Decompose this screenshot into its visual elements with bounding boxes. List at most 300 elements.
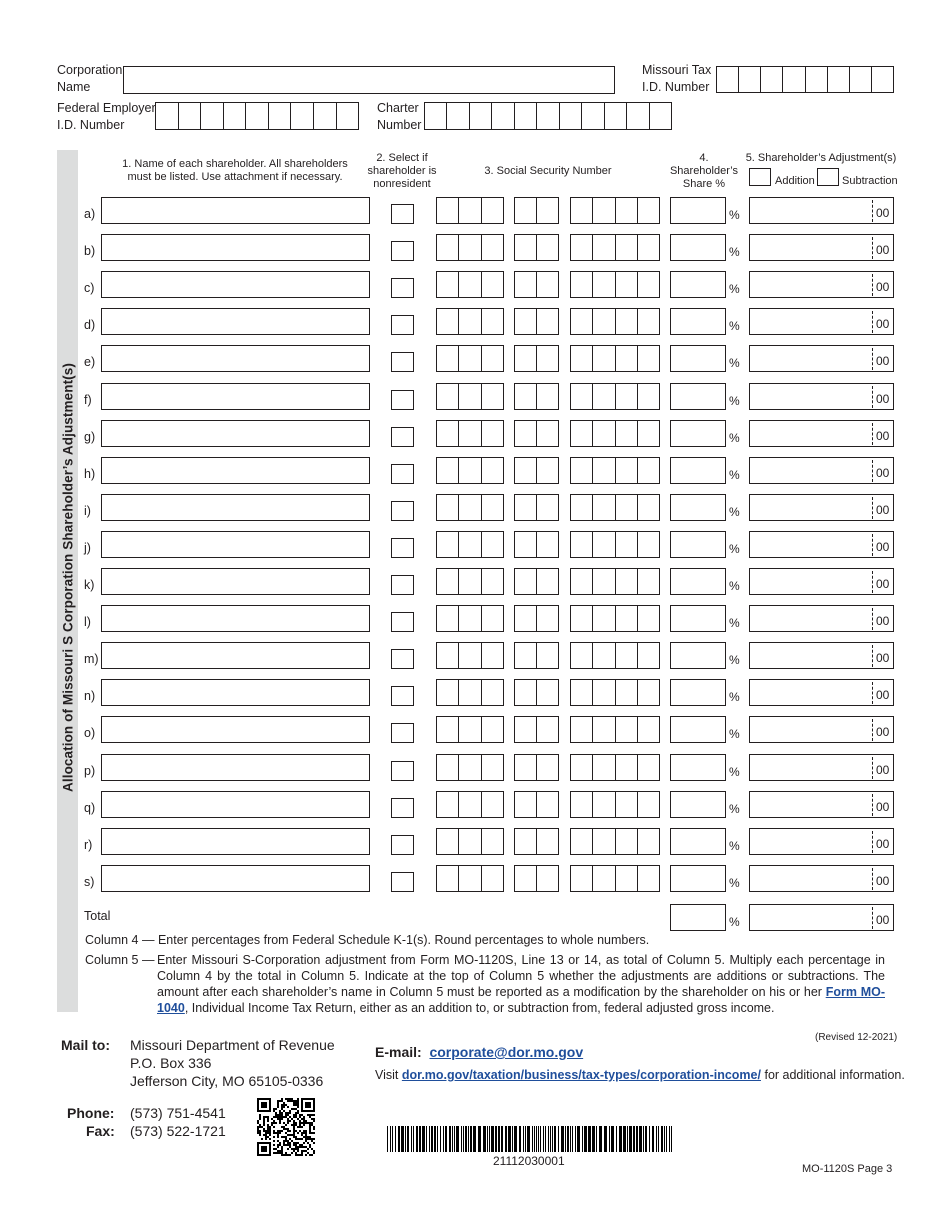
- qr-module: [299, 1138, 301, 1140]
- share-percent-field[interactable]: [670, 531, 726, 558]
- qr-module: [257, 1144, 259, 1146]
- qr-module: [301, 1106, 303, 1108]
- nonresident-checkbox[interactable]: [391, 464, 414, 484]
- barcode-bar: [588, 1126, 591, 1152]
- nonresident-checkbox[interactable]: [391, 204, 414, 224]
- share-percent-field[interactable]: [670, 420, 726, 447]
- barcode-bar: [671, 1126, 672, 1152]
- nonresident-checkbox[interactable]: [391, 798, 414, 818]
- shareholder-name-field[interactable]: [101, 494, 370, 521]
- ssn-part1-field[interactable]: [436, 605, 504, 632]
- barcode-bar: [658, 1126, 659, 1152]
- qr-module: [277, 1140, 279, 1142]
- qr-module: [289, 1134, 291, 1136]
- qr-module: [259, 1154, 261, 1156]
- ssn-part1-field[interactable]: [436, 828, 504, 855]
- qr-module: [307, 1136, 309, 1138]
- qr-module: [269, 1098, 271, 1100]
- ssn-part3-field[interactable]: [570, 345, 660, 372]
- qr-module: [301, 1098, 303, 1100]
- qr-module: [283, 1140, 285, 1142]
- visit-line: Visit dor.mo.gov/taxation/business/tax-types/corporation-income/ for additional information.: [375, 1068, 905, 1082]
- barcode-bar: [592, 1126, 595, 1152]
- qr-module: [271, 1122, 273, 1124]
- qr-module: [261, 1126, 263, 1128]
- ssn-part2-field[interactable]: [514, 679, 559, 706]
- share-percent-field[interactable]: [670, 234, 726, 261]
- share-percent-field[interactable]: [670, 754, 726, 781]
- qr-module: [303, 1142, 305, 1144]
- nonresident-checkbox[interactable]: [391, 575, 414, 595]
- share-percent-field[interactable]: [670, 271, 726, 298]
- barcode-bar: [470, 1126, 472, 1152]
- qr-module: [297, 1104, 299, 1106]
- share-percent-field[interactable]: [670, 828, 726, 855]
- shareholder-name-field[interactable]: [101, 383, 370, 410]
- qr-module: [281, 1136, 283, 1138]
- ssn-part2-field[interactable]: [514, 308, 559, 335]
- ssn-part1-field[interactable]: [436, 754, 504, 781]
- barcode-bar: [405, 1126, 406, 1152]
- qr-module: [293, 1148, 295, 1150]
- qr-module: [281, 1126, 283, 1128]
- barcode-bar: [636, 1126, 638, 1152]
- qr-module: [297, 1132, 299, 1134]
- qr-module: [309, 1122, 311, 1124]
- qr-module: [269, 1106, 271, 1108]
- shareholder-name-field[interactable]: [101, 271, 370, 298]
- qr-module: [265, 1146, 267, 1148]
- qr-module: [257, 1104, 259, 1106]
- ssn-part3-field[interactable]: [570, 679, 660, 706]
- email-link[interactable]: corporate@dor.mo.gov: [429, 1044, 584, 1060]
- qr-module: [277, 1130, 279, 1132]
- shareholder-name-field[interactable]: [101, 791, 370, 818]
- ssn-part2-field[interactable]: [514, 457, 559, 484]
- row-label: g): [84, 430, 96, 444]
- missouri-tax-id-field[interactable]: [716, 66, 894, 93]
- ssn-part1-field[interactable]: [436, 531, 504, 558]
- qr-module: [257, 1108, 259, 1110]
- barcode-bar: [582, 1126, 583, 1152]
- share-percent-field[interactable]: [670, 568, 726, 595]
- share-percent-field[interactable]: [670, 197, 726, 224]
- qr-module: [307, 1098, 309, 1100]
- charter-number-field[interactable]: [424, 102, 672, 130]
- qr-module: [289, 1116, 291, 1118]
- barcode-bar: [473, 1126, 476, 1152]
- ssn-part3-field[interactable]: [570, 791, 660, 818]
- share-percent-field[interactable]: [670, 345, 726, 372]
- nonresident-checkbox[interactable]: [391, 352, 414, 372]
- qr-module: [313, 1138, 315, 1140]
- barcode-bar: [508, 1126, 511, 1152]
- shareholder-name-field[interactable]: [101, 568, 370, 595]
- qr-module: [261, 1104, 263, 1106]
- ssn-part2-field[interactable]: [514, 234, 559, 261]
- share-percent-field[interactable]: [670, 383, 726, 410]
- qr-module: [267, 1136, 269, 1138]
- qr-module: [265, 1104, 267, 1106]
- qr-module: [275, 1112, 277, 1114]
- side-bar: [57, 150, 78, 1012]
- qr-module: [281, 1130, 283, 1132]
- qr-module: [261, 1102, 263, 1104]
- qr-module: [277, 1144, 279, 1146]
- qr-module: [269, 1138, 271, 1140]
- percent-sign: %: [729, 282, 740, 296]
- ssn-part3-field[interactable]: [570, 308, 660, 335]
- qr-module: [279, 1120, 281, 1122]
- share-percent-field[interactable]: [670, 679, 726, 706]
- ssn-part2-field[interactable]: [514, 494, 559, 521]
- qr-module: [265, 1136, 267, 1138]
- percent-sign: %: [729, 468, 740, 482]
- qr-module: [275, 1114, 277, 1116]
- qr-module: [269, 1110, 271, 1112]
- qr-module: [281, 1154, 283, 1156]
- qr-module: [313, 1142, 315, 1144]
- ssn-part3-field[interactable]: [570, 568, 660, 595]
- qr-module: [305, 1104, 307, 1106]
- qr-module: [267, 1142, 269, 1144]
- barcode-bar: [536, 1126, 537, 1152]
- ssn-part3-field[interactable]: [570, 234, 660, 261]
- share-percent-field[interactable]: [670, 791, 726, 818]
- qr-module: [275, 1148, 277, 1150]
- qr-module: [257, 1146, 259, 1148]
- qr-module: [305, 1106, 307, 1108]
- qr-module: [275, 1108, 277, 1110]
- barcode-bar: [422, 1126, 425, 1152]
- share-percent-field[interactable]: [670, 494, 726, 521]
- share-percent-field[interactable]: [670, 457, 726, 484]
- ssn-part1-field[interactable]: [436, 271, 504, 298]
- barcode-bar: [452, 1126, 453, 1152]
- qr-module: [279, 1150, 281, 1152]
- barcode-icon: [387, 1126, 675, 1152]
- qr-module: [311, 1140, 313, 1142]
- ssn-part3-field[interactable]: [570, 754, 660, 781]
- qr-module: [281, 1106, 283, 1108]
- qr-module: [279, 1144, 281, 1146]
- row-label: q): [84, 801, 96, 815]
- qr-module: [273, 1144, 275, 1146]
- qr-module: [293, 1102, 295, 1104]
- shareholder-name-field[interactable]: [101, 345, 370, 372]
- shareholder-name-field[interactable]: [101, 197, 370, 224]
- qr-module: [285, 1104, 287, 1106]
- qr-module: [293, 1150, 295, 1152]
- shareholder-name-field[interactable]: [101, 679, 370, 706]
- share-percent-field[interactable]: [670, 865, 726, 892]
- qr-module: [285, 1128, 287, 1130]
- qr-module: [299, 1130, 301, 1132]
- qr-module: [303, 1118, 305, 1120]
- qr-module: [309, 1130, 311, 1132]
- ssn-part2-field[interactable]: [514, 754, 559, 781]
- shareholder-name-field[interactable]: [101, 642, 370, 669]
- qr-module: [257, 1126, 259, 1128]
- barcode-bar: [627, 1126, 628, 1152]
- percent-sign: %: [729, 505, 740, 519]
- nonresident-checkbox[interactable]: [391, 427, 414, 447]
- nonresident-checkbox[interactable]: [391, 501, 414, 521]
- shareholder-name-field[interactable]: [101, 531, 370, 558]
- ssn-part3-field[interactable]: [570, 383, 660, 410]
- mailing-address: Missouri Department of Revenue P.O. Box 336 Jefferson City, MO 65105-0336: [130, 1037, 335, 1089]
- qr-module: [259, 1130, 261, 1132]
- qr-module: [259, 1126, 261, 1128]
- adjustment-cents: 00: [872, 608, 889, 630]
- share-percent-field[interactable]: [670, 308, 726, 335]
- qr-module: [273, 1116, 275, 1118]
- ssn-part2-field[interactable]: [514, 605, 559, 632]
- qr-module: [267, 1120, 269, 1122]
- qr-module: [307, 1106, 309, 1108]
- qr-module: [309, 1104, 311, 1106]
- qr-module: [295, 1100, 297, 1102]
- ssn-part1-field[interactable]: [436, 494, 504, 521]
- qr-module: [259, 1142, 261, 1144]
- qr-module: [269, 1134, 271, 1136]
- shareholder-name-field[interactable]: [101, 865, 370, 892]
- qr-module: [277, 1116, 279, 1118]
- qr-module: [269, 1100, 271, 1102]
- shareholder-name-field[interactable]: [101, 716, 370, 743]
- qr-module: [301, 1122, 303, 1124]
- qr-module: [307, 1102, 309, 1104]
- shareholder-name-field[interactable]: [101, 605, 370, 632]
- qr-module: [311, 1124, 313, 1126]
- qr-module: [257, 1130, 259, 1132]
- ssn-part2-field[interactable]: [514, 642, 559, 669]
- ssn-part1-field[interactable]: [436, 568, 504, 595]
- ssn-part3-field[interactable]: [570, 420, 660, 447]
- qr-module: [269, 1144, 271, 1146]
- nonresident-checkbox[interactable]: [391, 872, 414, 892]
- qr-module: [309, 1154, 311, 1156]
- qr-module: [299, 1116, 301, 1118]
- nonresident-checkbox[interactable]: [391, 612, 414, 632]
- ssn-part3-field[interactable]: [570, 531, 660, 558]
- ssn-part3-field[interactable]: [570, 197, 660, 224]
- qr-module: [297, 1100, 299, 1102]
- nonresident-checkbox[interactable]: [391, 723, 414, 743]
- fax-label: Fax:: [86, 1123, 115, 1139]
- qr-module: [265, 1148, 267, 1150]
- qr-module: [301, 1110, 303, 1112]
- ssn-part3-field[interactable]: [570, 457, 660, 484]
- barcode-number: 21112030001: [493, 1154, 565, 1168]
- ssn-part1-field[interactable]: [436, 234, 504, 261]
- row-label: j): [84, 541, 91, 555]
- percent-sign: %: [729, 616, 740, 630]
- qr-module: [263, 1118, 265, 1120]
- qr-module: [295, 1138, 297, 1140]
- shareholder-name-field[interactable]: [101, 457, 370, 484]
- qr-module: [263, 1134, 265, 1136]
- ssn-part3-field[interactable]: [570, 642, 660, 669]
- ssn-part3-field[interactable]: [570, 494, 660, 521]
- barcode-bar: [411, 1126, 412, 1152]
- ssn-part1-field[interactable]: [436, 791, 504, 818]
- qr-module: [291, 1124, 293, 1126]
- qr-module: [287, 1144, 289, 1146]
- ssn-part2-field[interactable]: [514, 791, 559, 818]
- qr-module: [301, 1134, 303, 1136]
- qr-module: [289, 1130, 291, 1132]
- row-label: b): [84, 244, 96, 258]
- barcode-bar: [652, 1126, 654, 1152]
- col1-header: 1. Name of each shareholder. All shareholders must be listed. Use attachment if necessary.: [122, 158, 348, 183]
- shareholder-name-field[interactable]: [101, 234, 370, 261]
- nonresident-checkbox[interactable]: [391, 835, 414, 855]
- nonresident-checkbox[interactable]: [391, 686, 414, 706]
- qr-module: [295, 1154, 297, 1156]
- qr-module: [299, 1146, 301, 1148]
- ssn-part3-field[interactable]: [570, 865, 660, 892]
- qr-module: [267, 1124, 269, 1126]
- qr-module: [289, 1138, 291, 1140]
- qr-module: [311, 1138, 313, 1140]
- share-percent-field[interactable]: [670, 642, 726, 669]
- ssn-part1-field[interactable]: [436, 197, 504, 224]
- ssn-part1-field[interactable]: [436, 457, 504, 484]
- qr-module: [291, 1118, 293, 1120]
- qr-module: [283, 1126, 285, 1128]
- nonresident-checkbox[interactable]: [391, 761, 414, 781]
- qr-module: [265, 1150, 267, 1152]
- qr-module: [263, 1102, 265, 1104]
- barcode-bar: [519, 1126, 521, 1152]
- nonresident-checkbox[interactable]: [391, 538, 414, 558]
- qr-module: [299, 1114, 301, 1116]
- ssn-part2-field[interactable]: [514, 828, 559, 855]
- barcode-bar: [599, 1126, 602, 1152]
- ssn-part2-field[interactable]: [514, 531, 559, 558]
- percent-sign: %: [729, 876, 740, 890]
- qr-module: [269, 1126, 271, 1128]
- row-label: r): [84, 838, 93, 852]
- nonresident-checkbox[interactable]: [391, 278, 414, 298]
- share-percent-field[interactable]: [670, 716, 726, 743]
- qr-module: [285, 1138, 287, 1140]
- qr-module: [303, 1120, 305, 1122]
- barcode-bar: [426, 1126, 427, 1152]
- corporation-income-link[interactable]: dor.mo.gov/taxation/business/tax-types/corporation-income/: [401, 1068, 761, 1082]
- ssn-part2-field[interactable]: [514, 197, 559, 224]
- qr-module: [293, 1100, 295, 1102]
- ssn-part1-field[interactable]: [436, 383, 504, 410]
- shareholder-name-field[interactable]: [101, 754, 370, 781]
- qr-module: [311, 1110, 313, 1112]
- ssn-part3-field[interactable]: [570, 828, 660, 855]
- qr-module: [279, 1118, 281, 1120]
- nonresident-checkbox[interactable]: [391, 241, 414, 261]
- ssn-part1-field[interactable]: [436, 642, 504, 669]
- ssn-part2-field[interactable]: [514, 865, 559, 892]
- column5-body: Enter Missouri S-Corporation adjustment from Form MO-1120S, Line 13 or 14, as total of Column 5. Multiply each percentage in Column 4 by the total in Column 5. Indicate at the top of Column 5 whether the adjustments are additions or subtractions. The amount after each shareholder’s name in Column 5 must be reported as a modification by the shareholder on his or her Form MO-1040, Individual Income Tax Return, either as an addition to, or subtraction from, federal adjusted gross income.: [157, 953, 885, 1015]
- share-percent-field[interactable]: [670, 605, 726, 632]
- qr-module: [273, 1132, 275, 1134]
- qr-module: [279, 1114, 281, 1116]
- ssn-part1-field[interactable]: [436, 308, 504, 335]
- qr-module: [287, 1106, 289, 1108]
- ssn-part2-field[interactable]: [514, 383, 559, 410]
- qr-module: [287, 1114, 289, 1116]
- ssn-part1-field[interactable]: [436, 420, 504, 447]
- ssn-part1-field[interactable]: [436, 865, 504, 892]
- qr-module: [285, 1132, 287, 1134]
- ssn-part2-field[interactable]: [514, 568, 559, 595]
- qr-module: [297, 1106, 299, 1108]
- qr-module: [285, 1098, 287, 1100]
- shareholder-name-field[interactable]: [101, 420, 370, 447]
- qr-module: [295, 1136, 297, 1138]
- barcode-bar: [554, 1126, 556, 1152]
- ssn-part3-field[interactable]: [570, 605, 660, 632]
- adjustment-cents: 00: [872, 460, 889, 482]
- qr-module: [281, 1118, 283, 1120]
- qr-module: [267, 1126, 269, 1128]
- ssn-part2-field[interactable]: [514, 271, 559, 298]
- email-line: E-mail: corporate@dor.mo.gov: [375, 1044, 584, 1060]
- barcode-bar: [664, 1126, 665, 1152]
- ssn-part3-field[interactable]: [570, 271, 660, 298]
- qr-module: [283, 1106, 285, 1108]
- qr-module: [293, 1134, 295, 1136]
- column4-note: Column 4 — Enter percentages from Federal Schedule K-1(s). Round percentages to whole numbers.: [85, 933, 650, 947]
- ssn-part2-field[interactable]: [514, 420, 559, 447]
- ssn-part1-field[interactable]: [436, 345, 504, 372]
- row-label: p): [84, 764, 96, 778]
- shareholder-name-field[interactable]: [101, 308, 370, 335]
- addition-checkbox[interactable]: [749, 168, 771, 186]
- qr-module: [295, 1142, 297, 1144]
- barcode-bar: [413, 1126, 414, 1152]
- qr-module: [267, 1130, 269, 1132]
- fein-field[interactable]: [155, 102, 359, 130]
- qr-module: [257, 1122, 259, 1124]
- nonresident-checkbox[interactable]: [391, 390, 414, 410]
- qr-module: [303, 1136, 305, 1138]
- qr-module: [297, 1154, 299, 1156]
- ssn-part2-field[interactable]: [514, 716, 559, 743]
- adjustment-cents: 00: [872, 719, 889, 741]
- qr-module: [289, 1100, 291, 1102]
- subtraction-checkbox[interactable]: [817, 168, 839, 186]
- qr-module: [313, 1152, 315, 1154]
- barcode-bar: [584, 1126, 587, 1152]
- ssn-part1-field[interactable]: [436, 716, 504, 743]
- percent-sign: %: [729, 653, 740, 667]
- nonresident-checkbox[interactable]: [391, 649, 414, 669]
- ssn-part3-field[interactable]: [570, 716, 660, 743]
- qr-module: [277, 1146, 279, 1148]
- ssn-part1-field[interactable]: [436, 679, 504, 706]
- qr-module: [313, 1110, 315, 1112]
- total-share-field[interactable]: [670, 904, 726, 931]
- corporation-name-field[interactable]: [123, 66, 615, 94]
- qr-module: [263, 1104, 265, 1106]
- nonresident-checkbox[interactable]: [391, 315, 414, 335]
- ssn-part2-field[interactable]: [514, 345, 559, 372]
- shareholder-name-field[interactable]: [101, 828, 370, 855]
- form-mo1040-link[interactable]: Form MO-1040: [157, 985, 885, 1015]
- qr-module: [263, 1124, 265, 1126]
- qr-module: [283, 1128, 285, 1130]
